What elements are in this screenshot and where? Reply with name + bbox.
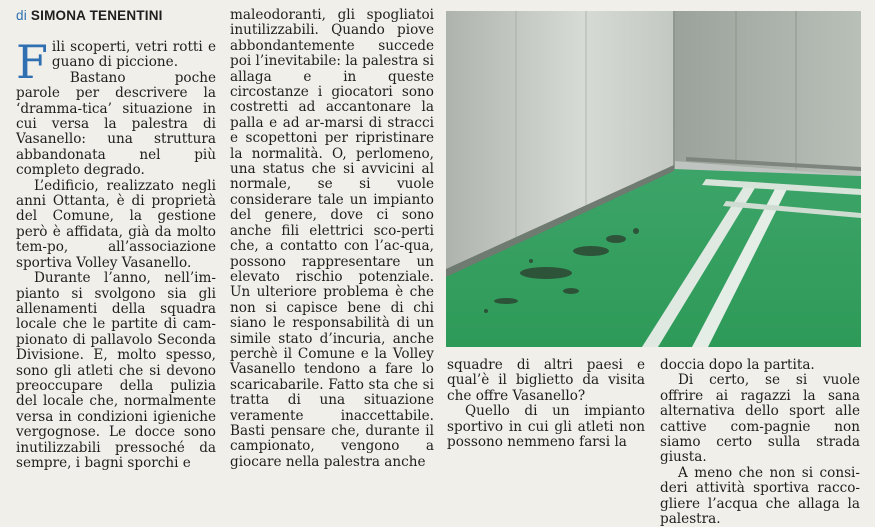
article-column-2 [230, 8, 434, 470]
drop-cap: F [16, 35, 48, 89]
gym-floor-photo [446, 11, 861, 347]
byline-prefix: di [16, 8, 27, 23]
paragraph: Di certo, se si vuole offrire ai ragazzi la sana alternativa dello sport alle cattive com-pagnie non siamo certo sulla strada giusta. [660, 372, 860, 466]
author-name: SIMONA TENENTINI [30, 8, 163, 23]
paragraph: doccia dopo la partita. [660, 357, 815, 373]
article-column-1 [16, 35, 216, 471]
paragraph: Fili scoperti, vetri rotti e guano di piccione. [16, 35, 216, 89]
photo-illustration [446, 11, 861, 347]
paragraph: squadre di altri paesi e qual’è il biglietto da visita che offre Vasanello? [447, 357, 645, 404]
article-column-3 [447, 358, 645, 450]
article-column-4 [660, 358, 860, 527]
paragraph: maleodoranti, gli spogliatoi inutilizzabili. Quando piove abbondantemente succede poi l’inevitabile: la palestra si allaga e in queste circostanze i giocatori sono costretti ad accantonare la palla e ad ar-marsi di stracci e scopettoni per ripristinare la normalità. O, perlomeno, una status che si avvicini al normale, se si vuole considerare tale un impianto del genere, dove ci sono anche fili elettrici sco-perti che, a contatto con l’ac-qua, possono rappresentare un elevato rischio potenziale. Un ulteriore problema è che non si capisce bene di chi siano le responsabilità di un simile stato d’incuria, anche perchè il Comune e la Volley Vasanello tendono a fare lo scaricabarile. Fatto sta che si tratta di una situazione veramente inaccettabile. Basti pensare che, durante il campionato, vengono a giocare nella palestra anche [230, 7, 434, 470]
byline [16, 8, 163, 23]
paragraph: Bastano poche parole per descrivere la ‘dramma-tica’ situazione in cui versa la palestra di Vasanello: una struttura abbandonata nel più completo degrado. [16, 69, 216, 179]
paragraph: L’edificio, realizzato negli anni Ottanta, è di proprietà del Comune, la gestione però è affidata, già da molto tem-po, all’associazione sportiva Volley Vasanello. [16, 177, 216, 271]
paragraph: Durante l’anno, nell’im-pianto si svolgono sia gli allenamenti della squadra locale che le partite di cam-pionato di pallavolo Seconda Divisione. E, molto spesso, sono gli atleti che si devono preoccupare della pulizia del locale che, normalmente versa in condizioni igieniche vergognose. Le docce sono inutilizzabili pressoché da sempre, i bagni sporchi e [16, 270, 216, 471]
paragraph: Quello di un impianto sportivo in cui gli atleti non possono nemmeno farsi la [447, 403, 645, 451]
paragraph: A meno che non si consi-deri attività sportiva racco-gliere l’acqua che allaga la palestra. [660, 464, 860, 527]
